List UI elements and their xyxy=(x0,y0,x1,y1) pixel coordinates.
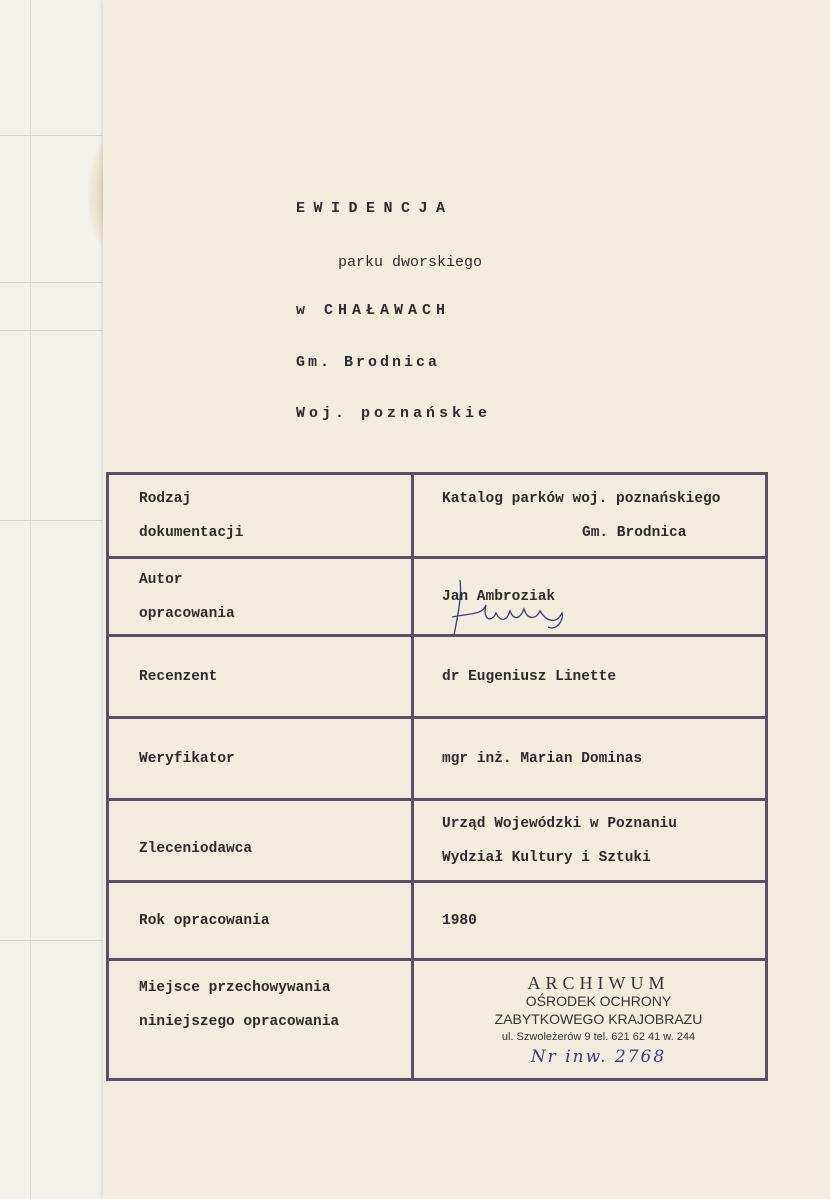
row-value-line2: Gm. Brodnica xyxy=(582,524,687,541)
row-label xyxy=(108,636,413,718)
inventory-number: Nr inw. 2768 xyxy=(530,1046,667,1067)
row-label-text: Miejsce przechowywania niniejszego opracowania xyxy=(139,980,340,1030)
row-value xyxy=(413,474,767,558)
row-label xyxy=(108,882,413,960)
row-value xyxy=(413,718,767,800)
row-value-line1: Urząd Wojewódzki w Poznaniu xyxy=(442,815,677,832)
subtitle-park: parku dworskiego xyxy=(338,254,483,271)
row-label-text: Weryfikator xyxy=(139,750,235,767)
table-row xyxy=(108,558,767,636)
row-value-line1: dr Eugeniusz Linette xyxy=(442,668,617,685)
row-label-text: Recenzent xyxy=(139,668,218,685)
row-value xyxy=(413,636,767,718)
row-label-text: Autor opracowania xyxy=(139,571,235,622)
subtitle-voivodeship: Woj. poznańskie xyxy=(296,405,492,422)
subtitle-location: w CHAŁAWACH xyxy=(296,302,451,319)
stamp-title: ARCHIWUM xyxy=(527,972,670,993)
row-label-text: Zleceniodawca xyxy=(139,840,253,857)
document-title: EWIDENCJA xyxy=(296,200,454,217)
subtitle-gmina: Gm. Brodnica xyxy=(296,354,441,371)
row-label xyxy=(108,558,413,636)
row-value xyxy=(413,882,767,960)
table-row xyxy=(108,718,767,800)
table-row xyxy=(108,636,767,718)
stamp-address: ul. Szwoleżerów 9 tel. 621 62 41 w. 244 xyxy=(501,1030,696,1043)
table-row xyxy=(108,960,767,1080)
row-value-line1: Katalog parków woj. poznańskiego xyxy=(442,490,721,507)
table-row xyxy=(108,800,767,882)
row-label-text: Rok opracowania xyxy=(139,912,270,929)
row-value xyxy=(413,800,767,882)
row-value-line1: 1980 xyxy=(442,912,477,929)
row-label xyxy=(108,718,413,800)
row-value-line1: Jan Ambroziak xyxy=(442,588,556,605)
metadata-table xyxy=(106,472,768,1081)
row-label-text: Rodzaj dokumentacji xyxy=(139,490,244,541)
author-signature xyxy=(452,575,572,645)
row-label xyxy=(108,474,413,558)
stamp-line3: ZABYTKOWEGO KRAJOBRAZU xyxy=(494,1010,703,1027)
stamp-line2: OŚRODEK OCHRONY xyxy=(525,992,672,1009)
row-label xyxy=(108,960,413,1080)
table-row xyxy=(108,474,767,558)
row-value-line1: mgr inż. Marian Dominas xyxy=(442,750,643,767)
row-value-line2: Wydział Kultury i Sztuki xyxy=(442,849,651,866)
archive-stamp xyxy=(432,974,765,1066)
archive-stamp-cell xyxy=(413,960,767,1080)
table-row xyxy=(108,882,767,960)
row-label xyxy=(108,800,413,882)
